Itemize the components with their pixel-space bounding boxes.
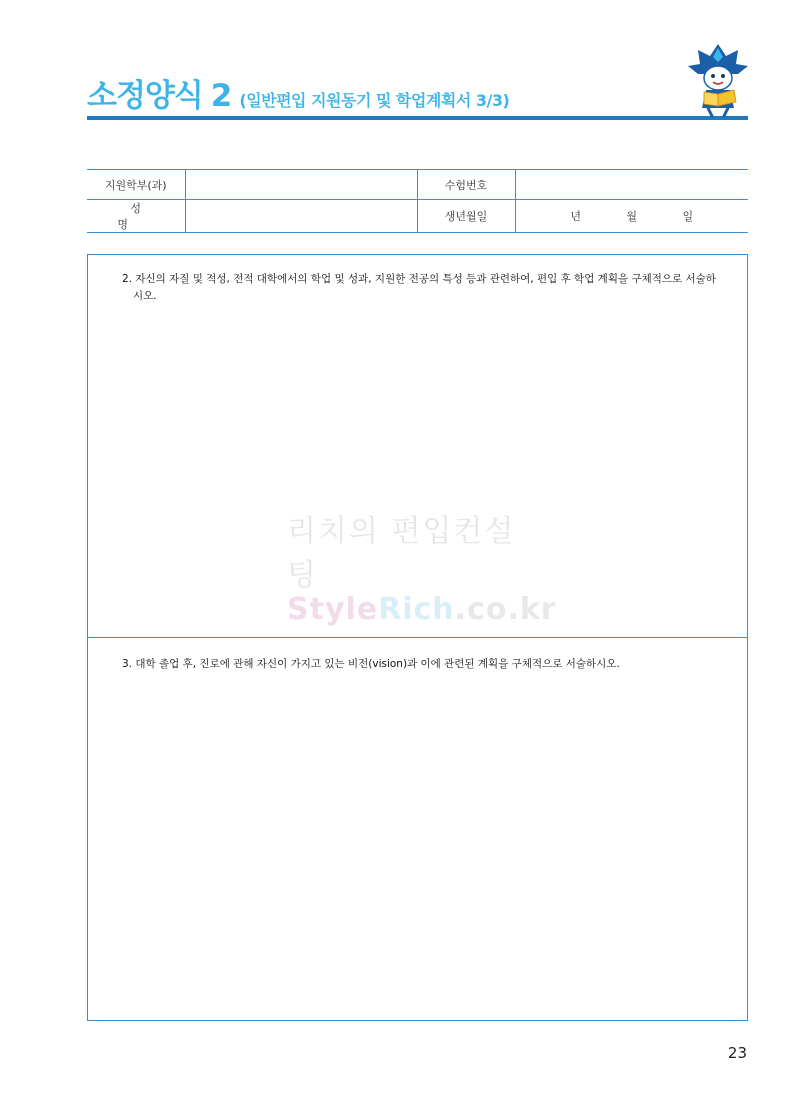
- essay-box-question-3[interactable]: [87, 637, 748, 1021]
- exam-number-field[interactable]: [515, 170, 748, 200]
- form-title: [87, 70, 509, 115]
- form-number: 2: [210, 78, 232, 114]
- applicant-info-table: [87, 169, 748, 233]
- question-2-text: 2. 자신의 자질 및 적성, 전적 대학에서의 학업 및 성과, 지원한 전공의 특성 등과 관련하여, 편입 후 학업 계획을 구체적으로 서술하시오.: [122, 273, 716, 302]
- watermark-url-rich: Rich: [378, 592, 455, 627]
- question-2-prompt: [122, 271, 723, 305]
- name-label-text: 성 명: [117, 202, 168, 231]
- birthdate-label: 생년월일: [417, 200, 515, 233]
- info-row-name: [87, 200, 748, 233]
- dept-label: 지원학부(과): [87, 170, 185, 200]
- mascot-icon: [686, 42, 750, 118]
- header-rule: [87, 116, 748, 120]
- watermark-url-domain: .co.kr: [454, 592, 557, 627]
- info-row-dept: [87, 170, 748, 200]
- name-field[interactable]: [185, 200, 417, 233]
- page-number: 23: [727, 1044, 747, 1062]
- form-title-text: 소정양식: [87, 78, 203, 114]
- question-3-text: 3. 대학 졸업 후, 진로에 관해 자신이 가지고 있는 비전(vision)과 이에 관련된 계획을 구체적으로 서술하시오.: [122, 658, 620, 670]
- watermark-url-style: Style: [287, 592, 379, 627]
- question-3-prompt: [122, 656, 723, 673]
- birthdate-field[interactable]: 년 월 일: [515, 200, 748, 233]
- watermark-korean: 리치의 편입컨설팅: [287, 514, 516, 593]
- essay-box-question-2[interactable]: [87, 254, 748, 638]
- form-subtitle: (일반편입 지원동기 및 학업계획서 3/3): [239, 91, 510, 110]
- name-label: [87, 200, 185, 233]
- exam-number-label: 수험번호: [417, 170, 515, 200]
- page-header: [87, 70, 748, 122]
- dept-field[interactable]: [185, 170, 417, 200]
